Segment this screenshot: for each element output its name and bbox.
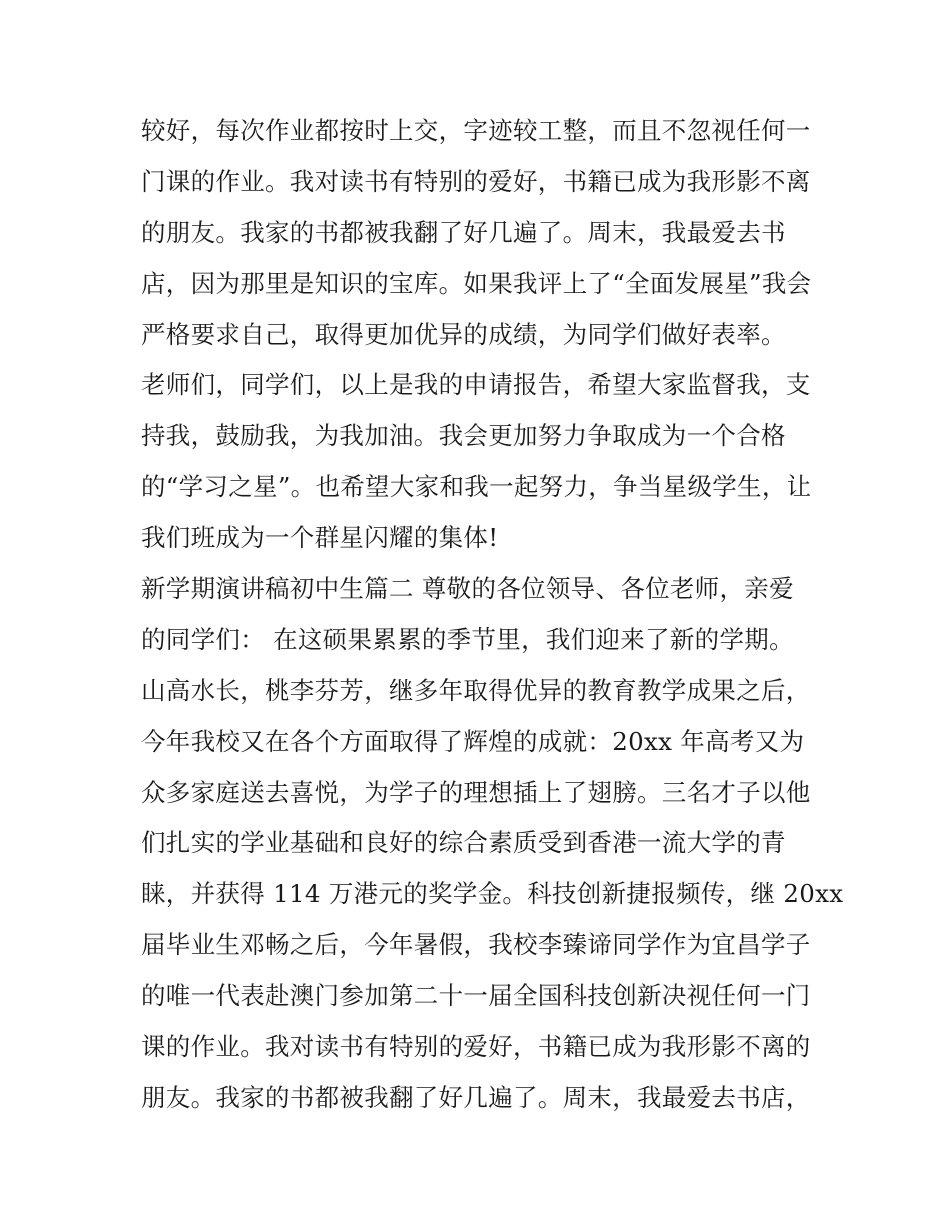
text-line: 们扎实的学业基础和良好的综合素质受到香港一流大学的青 [141, 828, 786, 858]
text-line: 的唯一代表赴澳门参加第二十一届全国科技创新决视任何一门 [141, 981, 811, 1011]
text-line: 严格要求自己，取得更加优异的成绩，为同学们做好表率。 [141, 319, 786, 349]
text-line: 门课的作业。我对读书有特别的爱好，书籍已成为我形影不离 [141, 166, 811, 196]
text-line: 我们班成为一个群星闪耀的集体! [141, 523, 499, 553]
body-text [141, 106, 844, 1124]
text-line: 的同学们： 在这硕果累累的季节里，我们迎来了新的学期。 [141, 624, 794, 654]
text-line: 山高水长，桃李芬芳，继多年取得优异的教育教学成果之后， [141, 675, 811, 705]
text-line: 朋友。我家的书都被我翻了好几遍了。周末，我最爱去书店， [141, 1082, 811, 1112]
text-line: 众多家庭送去喜悦，为学子的理想插上了翅膀。三名才子以他 [141, 777, 811, 807]
text-line: 老师们，同学们，以上是我的申请报告，希望大家监督我，支 [141, 370, 811, 400]
text-line: 较好，每次作业都按时上交，字迹较工整，而且不忽视任何一 [141, 116, 811, 145]
text-line: 届毕业生邓畅之后，今年暑假，我校李臻谛同学作为宜昌学子 [141, 930, 811, 960]
text-line: 今年我校又在各个方面取得了辉煌的成就：20xx 年高考又为 [141, 726, 805, 756]
text-line: 店，因为那里是知识的宝库。如果我评上了“全面发展星”我会 [141, 268, 812, 298]
text-line: 的朋友。我家的书都被我翻了好几遍了。周末，我最爱去书 [141, 217, 786, 247]
section-heading-line: 新学期演讲稿初中生篇二 尊敬的各位领导、各位老师，亲爱 [141, 574, 794, 604]
text-line: 的“学习之星”。也希望大家和我一起努力，争当星级学生，让 [141, 472, 812, 502]
text-line: 睐，并获得 114 万港元的奖学金。科技创新捷报频传，继 20xx [141, 879, 844, 909]
text-line: 课的作业。我对读书有特别的爱好，书籍已成为我形影不离的 [141, 1032, 811, 1062]
text-line: 持我，鼓励我，为我加油。我会更加努力争取成为一个合格 [141, 421, 786, 451]
